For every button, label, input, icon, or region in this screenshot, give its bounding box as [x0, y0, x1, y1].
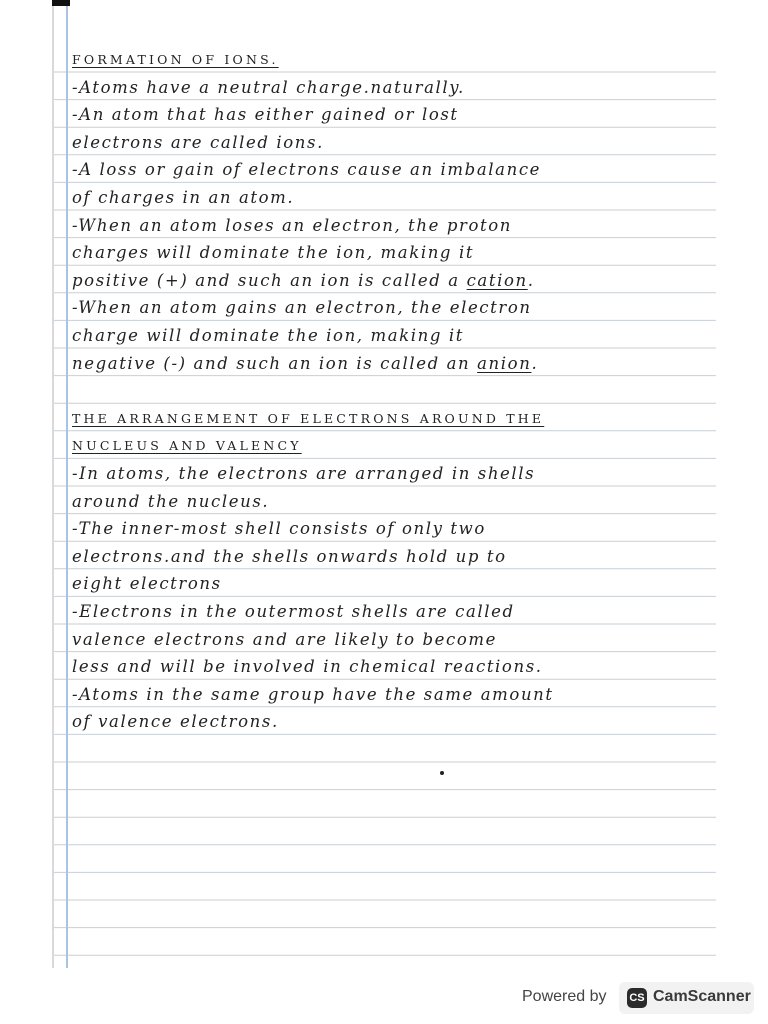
note-heading	[72, 432, 302, 459]
punctuation: .	[527, 270, 535, 290]
note-line	[72, 708, 279, 735]
note-line-text: NUCLEUS AND VALENCY	[72, 438, 302, 454]
note-line-text: eight electrons	[72, 574, 222, 594]
note-line-text: -A loss or gain of electrons cause an imbalance	[72, 160, 542, 180]
paper-edge	[52, 0, 54, 968]
camscanner-brand: CamScanner	[653, 988, 751, 1005]
note-line	[72, 626, 497, 653]
note-line	[72, 488, 269, 515]
note-line	[72, 156, 541, 183]
powered-by-label: Powered by	[522, 988, 607, 1005]
camscanner-logo-icon: CS	[627, 988, 647, 1008]
note-line-text: -The inner-most shell consists of only two	[72, 519, 486, 539]
note-line	[72, 350, 538, 377]
note-line	[72, 101, 459, 128]
note-line-text: -Atoms in the same group have the same amount	[72, 684, 554, 704]
note-line	[72, 543, 507, 570]
note-line-text: -When an atom loses an electron, the proton	[72, 215, 513, 235]
note-line	[72, 239, 474, 266]
note-line-text: positive (+) and such an ion is called a	[72, 270, 460, 290]
note-line-text: -Atoms have a neutral charge.naturally.	[72, 77, 465, 97]
note-heading	[72, 405, 544, 432]
note-line	[72, 515, 486, 542]
note-line-text: of valence electrons.	[72, 712, 279, 732]
note-line-text: -An atom that has either gained or lost	[72, 105, 459, 125]
camscanner-badge	[619, 982, 754, 1014]
underlined-term: cation	[466, 270, 528, 290]
note-line	[72, 267, 535, 294]
underlined-term: anion	[477, 353, 532, 373]
note-line	[72, 212, 512, 239]
note-line	[72, 570, 222, 597]
note-line-text: FORMATION OF IONS.	[72, 52, 279, 67]
note-line-text: -When an atom gains an electron, the electron	[72, 298, 532, 318]
note-line	[72, 184, 294, 211]
note-line	[72, 681, 554, 708]
margin-line	[66, 0, 68, 968]
note-line-text: negative (-) and such an ion is called an	[72, 353, 471, 373]
note-line-text: of charges in an atom.	[72, 188, 295, 207]
ink-dot	[440, 771, 444, 775]
note-line-text: -In atoms, the electrons are arranged in shells	[72, 464, 536, 483]
note-line-text: -Electrons in the outermost shells are called	[72, 602, 515, 621]
scan-corner-mark	[52, 0, 70, 6]
note-line-text: valence electrons and are likely to become	[72, 629, 498, 649]
note-line	[72, 129, 324, 156]
note-line-text: electrons.and the shells onwards hold up to	[72, 546, 507, 566]
note-line	[72, 74, 465, 101]
note-line	[72, 653, 543, 680]
note-heading	[72, 46, 279, 73]
scanner-watermark	[0, 980, 768, 1020]
note-line-text: electrons are called ions.	[72, 132, 324, 152]
note-line-text: around the nucleus.	[72, 491, 270, 511]
note-line-text: THE ARRANGEMENT OF ELECTRONS AROUND THE	[72, 410, 545, 426]
note-line-text: charge will dominate the ion, making it	[72, 326, 464, 345]
note-line	[72, 598, 515, 625]
punctuation: .	[531, 353, 539, 373]
note-line	[72, 322, 464, 349]
note-line	[72, 294, 532, 321]
notebook-paper	[52, 0, 716, 968]
note-line-text: charges will dominate the ion, making it	[72, 243, 475, 263]
note-line	[72, 460, 535, 487]
note-line-text: less and will be involved in chemical reactions.	[72, 657, 543, 677]
